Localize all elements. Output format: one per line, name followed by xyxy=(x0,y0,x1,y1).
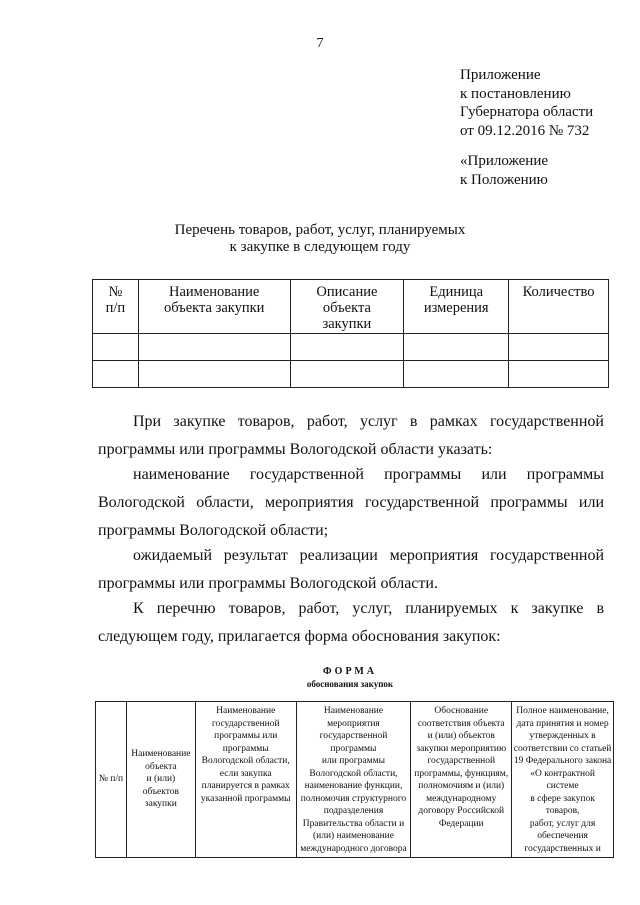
header-text: Количество xyxy=(522,284,595,300)
title-line: Перечень товаров, работ, услуг, планируемых xyxy=(174,222,466,238)
form-header-object-name xyxy=(126,702,195,858)
form-header-text: Вологодской области, xyxy=(201,756,290,766)
form-header-text: соответствия объекта xyxy=(417,718,505,729)
form-title: ФОРМА xyxy=(322,666,378,677)
approval-line: от 09.12.2016 № 732 xyxy=(460,122,590,139)
form-header-text: закупки мероприятию xyxy=(416,743,507,754)
form-header-text: № п/п xyxy=(98,774,124,785)
paragraph: К перечню товаров, работ, услуг, планируемых к закупке в следующем году, прилагается форма обоснования закупок: xyxy=(98,600,604,645)
form-header-program-name xyxy=(195,702,296,858)
form-header-text: Наименование мероприятия xyxy=(323,706,384,729)
approval-line: Приложение xyxy=(460,67,541,83)
procurement-justification-table xyxy=(95,701,614,858)
appendix-block xyxy=(460,152,548,189)
form-header-text: подразделения xyxy=(323,806,384,816)
table-cell xyxy=(290,334,404,361)
page-number: 7 xyxy=(316,36,324,51)
form-header-text: в сфере закупок товаров, xyxy=(530,793,595,816)
table-header-row xyxy=(93,280,609,334)
form-header-text: Наименование xyxy=(131,749,191,760)
form-header-number xyxy=(96,702,127,858)
form-header-text: утвержденных в xyxy=(529,731,596,741)
appendix-line: «Приложение xyxy=(460,153,549,169)
form-header-text: соответствии со статьей xyxy=(513,743,612,754)
form-header-text: полномочиям и (или) xyxy=(418,781,505,791)
form-header-text: дата принятия и номер xyxy=(516,718,609,729)
form-header-legal-acts xyxy=(512,702,614,858)
table-cell xyxy=(509,361,609,388)
header-object-name xyxy=(138,280,290,334)
header-text: п/п xyxy=(105,300,126,316)
form-header-text: наименование функции, xyxy=(304,781,403,791)
header-number xyxy=(93,280,139,334)
header-text: Наименование xyxy=(169,284,260,300)
table-header-row xyxy=(96,702,614,858)
form-header-text: планируется в рамках xyxy=(201,781,290,791)
form-header-text: «О контрактной системе xyxy=(530,768,595,791)
header-text: объекта закупки xyxy=(163,300,265,316)
table-row xyxy=(93,334,609,361)
header-text: Единица xyxy=(429,284,484,300)
appendix-line: к Положению xyxy=(460,171,548,188)
form-header-text: Обоснование xyxy=(434,706,489,716)
table-cell xyxy=(138,334,290,361)
form-header-event-name xyxy=(296,702,411,858)
table-cell xyxy=(509,334,609,361)
form-header-text: работ, услуг для xyxy=(529,818,596,829)
form-header-conformity-justification xyxy=(411,702,512,858)
paragraph: При закупке товаров, работ, услуг в рамках государственной программы или программы Вологодской области указать: xyxy=(98,413,604,458)
header-text: объекта xyxy=(322,300,371,316)
form-header-text: Федерации xyxy=(438,818,484,829)
header-object-description xyxy=(290,280,404,334)
form-header-text: программы или xyxy=(214,731,278,741)
form-header-text: и (или) объектов xyxy=(427,731,495,741)
form-header-text: государственных и xyxy=(524,843,601,854)
form-header-text: 19 Федерального закона xyxy=(513,756,612,766)
header-text: закупки xyxy=(322,316,372,332)
form-header-text: программы xyxy=(222,743,269,754)
header-text: № xyxy=(108,284,123,300)
header-quantity xyxy=(509,280,609,334)
form-header-text: программы, функциям, xyxy=(414,768,509,779)
form-header-text: международного договора xyxy=(300,843,407,854)
approval-block xyxy=(460,66,593,140)
form-subtitle: обоснования закупок xyxy=(306,679,394,689)
table-cell xyxy=(404,361,509,388)
form-header-text: объектов xyxy=(142,786,179,797)
document-title xyxy=(0,222,640,256)
table-cell xyxy=(138,361,290,388)
form-header-text: государственной программы xyxy=(319,731,388,754)
form-header-text: государственной xyxy=(211,718,280,729)
form-header-text: полномочия структурного xyxy=(300,793,407,804)
approval-line: к постановлению xyxy=(460,85,571,102)
form-header-text: Наименование xyxy=(216,706,276,716)
paragraph: наименование государственной программы или программы Вологодской области, мероприятия государственной программы или программы Вологодской области; xyxy=(98,466,604,539)
purchase-list-table xyxy=(92,279,609,388)
form-header-text: Правительства области и xyxy=(302,818,405,829)
table-cell xyxy=(404,334,509,361)
header-unit xyxy=(404,280,509,334)
form-header-text: обеспечения xyxy=(537,831,588,841)
form-header-text: Вологодской области, xyxy=(309,768,398,779)
form-header-text: если закупка xyxy=(219,768,272,779)
form-header-text: объекта xyxy=(145,761,177,772)
form-header-text: (или) наименование xyxy=(312,831,394,841)
header-text: измерения xyxy=(423,300,489,316)
form-header-text: указанной программы xyxy=(200,793,291,804)
title-line: к закупке в следующем году xyxy=(229,239,411,255)
form-header-text: закупки xyxy=(144,799,177,810)
table-cell xyxy=(290,361,404,388)
form-header-text: договору Российской xyxy=(418,806,505,816)
table-cell xyxy=(93,361,139,388)
approval-line: Губернатора области xyxy=(460,104,594,120)
header-text: Описание xyxy=(316,284,378,300)
form-header-text: международному xyxy=(426,793,497,804)
form-header-text: Полное наименование, xyxy=(516,706,609,716)
table-row xyxy=(93,361,609,388)
paragraph: ожидаемый результат реализации мероприятия государственной программы или программы Вологодской области. xyxy=(98,547,604,592)
form-header-text: или программы xyxy=(321,756,386,766)
form-header-text: государственной xyxy=(427,756,496,766)
form-header-text: и (или) xyxy=(146,774,176,785)
table-cell xyxy=(93,334,139,361)
